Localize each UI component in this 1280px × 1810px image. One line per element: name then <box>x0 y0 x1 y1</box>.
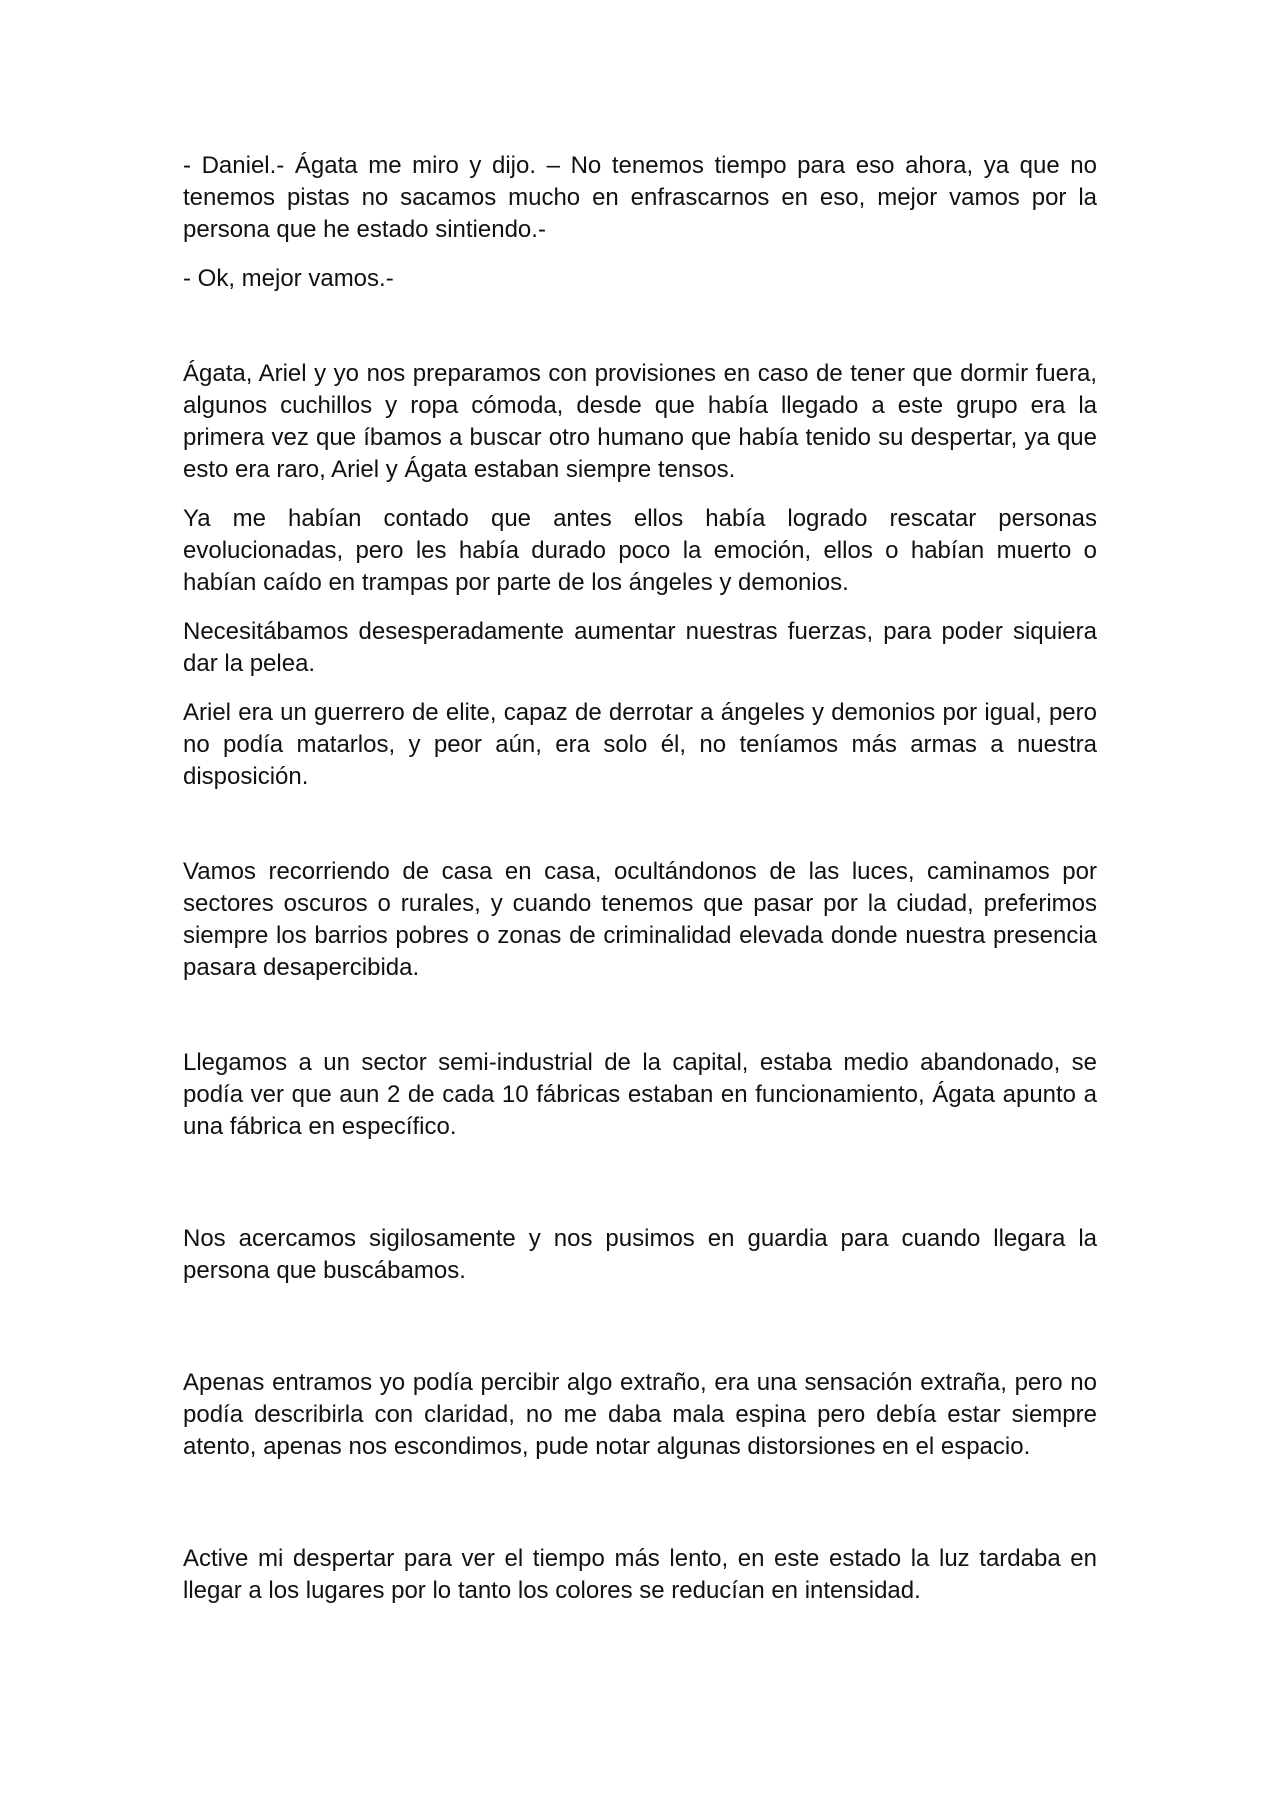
paragraph-2: - Ok, mejor vamos.- <box>183 265 394 292</box>
paragraph-5: Necesitábamos desesperadamente aumentar nuestras fuerzas, para poder siquiera dar la pelea. <box>183 618 1097 677</box>
paragraph-9: Nos acercamos sigilosamente y nos pusimos en guardia para cuando llegara la persona que buscábamos. <box>183 1225 1097 1284</box>
paragraph-3: Ágata, Ariel y yo nos preparamos con provisiones en caso de tener que dormir fuera, algunos cuchillos y ropa cómoda, desde que había llegado a este grupo era la primera vez que íbamos a buscar otro humano que había tenido su despertar, ya que esto era raro, Ariel y Ágata estaban siempre tensos. <box>183 360 1097 483</box>
paragraph-11: Active mi despertar para ver el tiempo más lento, en este estado la luz tardaba en llegar a los lugares por lo tanto los colores se reducían en intensidad. <box>183 1545 1097 1604</box>
paragraph-8: Llegamos a un sector semi-industrial de la capital, estaba medio abandonado, se podía ver que aun 2 de cada 10 fábricas estaban en funcionamiento, Ágata apunto a una fábrica en específico. <box>183 1049 1097 1140</box>
document-page <box>183 150 1097 1607</box>
paragraph-1: - Daniel.- Ágata me miro y dijo. – No tenemos tiempo para eso ahora, ya que no tenemos pistas no sacamos mucho en enfrascarnos en eso, mejor vamos por la persona que he estado sintiendo.- <box>183 152 1097 243</box>
paragraph-10: Apenas entramos yo podía percibir algo extraño, era una sensación extraña, pero no podía describirla con claridad, no me daba mala espina pero debía estar siempre atento, apenas nos escondimos, pude notar algunas distorsiones en el espacio. <box>183 1369 1097 1460</box>
paragraph-6: Ariel era un guerrero de elite, capaz de derrotar a ángeles y demonios por igual, pero no podía matarlos, y peor aún, era solo él, no teníamos más armas a nuestra disposición. <box>183 699 1097 790</box>
paragraph-7: Vamos recorriendo de casa en casa, ocultándonos de las luces, caminamos por sectores oscuros o rurales, y cuando tenemos que pasar por la ciudad, preferimos siempre los barrios pobres o zonas de criminalidad elevada donde nuestra presencia pasara desapercibida. <box>183 858 1097 981</box>
paragraph-4: Ya me habían contado que antes ellos había logrado rescatar personas evolucionadas, pero les había durado poco la emoción, ellos o habían muerto o habían caído en trampas por parte de los ángeles y demonios. <box>183 505 1097 596</box>
